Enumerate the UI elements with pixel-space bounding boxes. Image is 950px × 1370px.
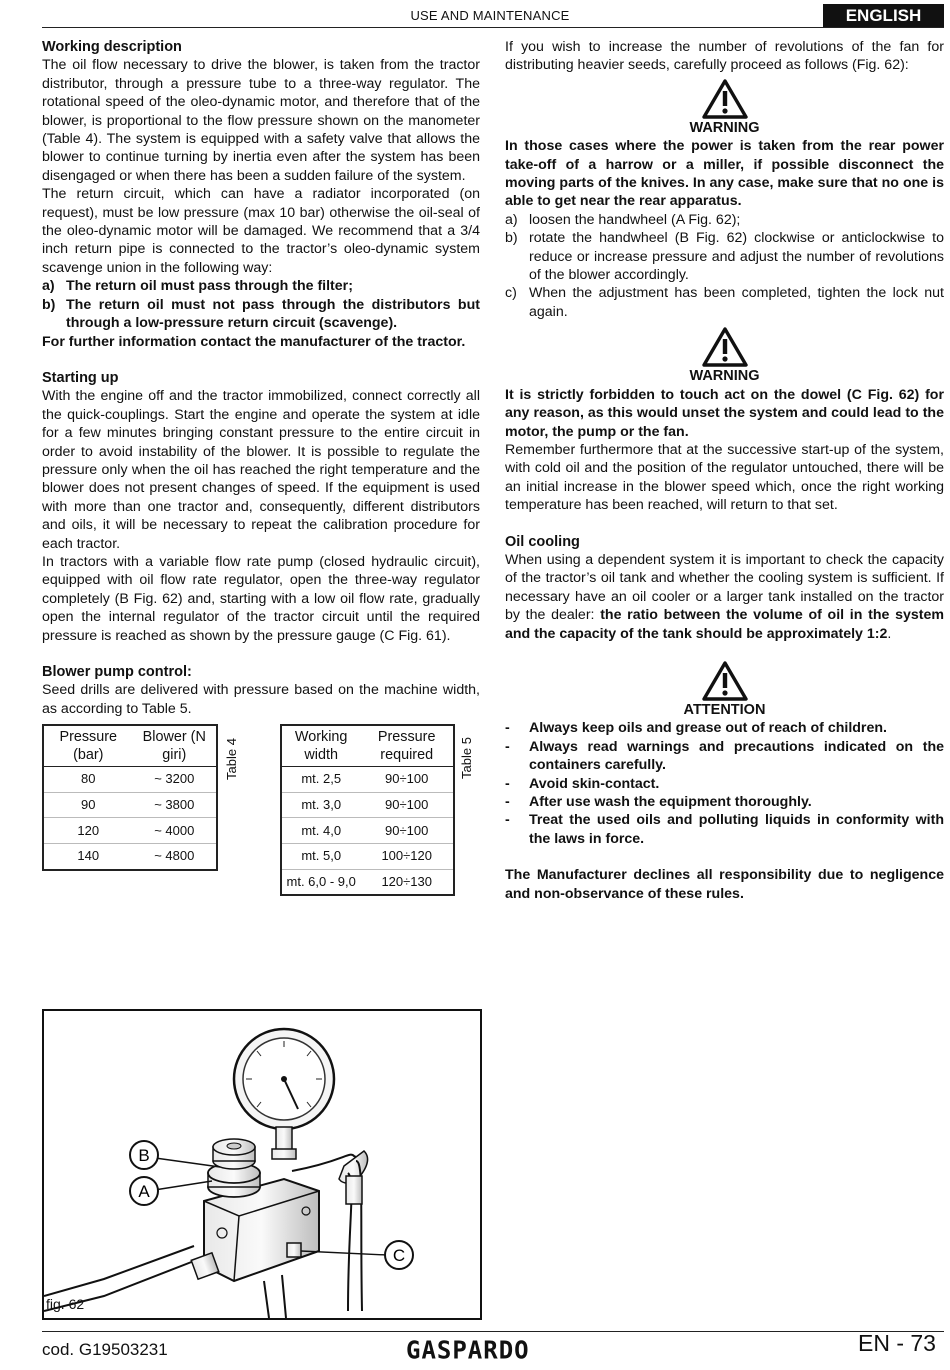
blower-pump-control-paragraph-run-0: Seed drills are delivered with pressure based on the machine width, as according to Table 5. — [42, 682, 480, 717]
attention-list-item — [505, 793, 944, 811]
callout-c-label: C — [392, 1246, 406, 1265]
table-cell: ~ 3800 — [133, 792, 216, 818]
table-cell: 140 — [77, 848, 100, 864]
list-marker: - — [505, 794, 510, 810]
list-item-text: After use wash the equipment thoroughly. — [529, 794, 812, 810]
adjustment-step — [505, 211, 944, 229]
oil-cooling-paragraph — [505, 551, 944, 643]
table-5-row — [282, 792, 453, 818]
table-4-row — [44, 792, 216, 818]
dowel — [287, 1243, 301, 1257]
return-oil-list-item — [42, 277, 480, 295]
table-5-row — [282, 869, 453, 894]
table-5-caption: Table 5 — [459, 737, 474, 780]
working-description-heading: Working description — [42, 39, 182, 55]
list-marker: - — [505, 812, 510, 829]
table-cell: ~ 4000 — [133, 818, 216, 844]
manufacturer-disclaimer — [505, 866, 944, 903]
table-5-header-row — [282, 726, 453, 767]
attention-list-item — [505, 719, 944, 737]
table-cell: 90÷100 — [360, 767, 453, 793]
adjustment-step — [505, 229, 944, 284]
adjustment-steps-list — [505, 211, 944, 321]
list-item-text: Treat the used oils and polluting liquids in conformity with the laws in force. — [529, 812, 944, 847]
table-cell: 120÷130 — [381, 873, 432, 889]
oil-cooling-paragraph-run-1: the ratio between the volume of oil in the system and the capacity of the tank should be approximately 1:2 — [505, 607, 944, 642]
list-marker: a) — [505, 211, 518, 228]
language-tab: ENGLISH — [823, 4, 944, 28]
table-4 — [42, 724, 218, 870]
warning-triangle-icon — [702, 661, 748, 701]
attention-list-item — [505, 775, 944, 793]
table-4-grid — [44, 726, 216, 868]
starting-up-paragraph-1 — [42, 387, 480, 553]
table-cell: 90 — [44, 792, 133, 818]
table-5-header-width: Working width — [282, 726, 360, 767]
attention-block — [505, 661, 944, 719]
table-4-row — [44, 844, 216, 869]
list-item-text: loosen the handwheel (A Fig. 62); — [529, 211, 741, 228]
table-4-header-pressure: Pressure (bar) — [44, 726, 133, 767]
callout-b-label: B — [138, 1146, 150, 1165]
warning-1-title: WARNING — [689, 119, 760, 136]
starting-up-heading: Starting up — [42, 369, 119, 386]
list-item-text: Avoid skin-contact. — [529, 775, 660, 792]
attention-title: ATTENTION — [683, 701, 766, 718]
list-marker: a) — [42, 278, 55, 295]
spacer — [42, 351, 480, 369]
callout-a-label: A — [138, 1182, 150, 1201]
table-cell: 90÷100 — [360, 818, 453, 844]
table-4-row — [44, 818, 216, 844]
starting-up-paragraph-2-run-0: In tractors with a variable flow rate pump (closed hydraulic circuit), equipped with oil flow rate regulator, open the three-way regulator completely (B Fig. 62) and, starting with a low oil flow rate, gradually open the internal regulator of the tractor circuit until the required pressure is reached as shown by the pressure gauge (C Fig. 61). — [42, 553, 480, 644]
warning-block-2 — [505, 327, 944, 385]
warning-triangle-icon — [702, 79, 748, 119]
table-cell: 120 — [44, 818, 133, 844]
table-cell: mt. 3,0 — [282, 792, 360, 818]
pressure-gauge — [234, 1029, 334, 1159]
list-marker: b) — [42, 296, 56, 313]
starting-up-paragraph-2 — [42, 553, 480, 645]
oil-cooling-heading: Oil cooling — [505, 533, 580, 550]
table-4-caption: Table 4 — [224, 738, 239, 781]
list-item-text: The return oil must not pass through the distributors but through a low-pressure return circuit (scavenge). — [66, 296, 480, 332]
return-oil-list — [42, 277, 480, 332]
attention-list-item — [505, 811, 944, 848]
table-4-header-blower: Blower (N giri) — [133, 726, 216, 767]
figure-62 — [42, 1009, 482, 1320]
table-5-row — [282, 767, 453, 793]
list-item-text: When the adjustment has been completed, tighten the lock nut again. — [529, 285, 944, 320]
table-cell: 100÷120 — [360, 844, 453, 870]
spacer — [505, 515, 944, 533]
page-number: EN - 73 — [858, 1330, 936, 1356]
table-cell: mt. 6,0 - 9,0 — [286, 873, 356, 889]
list-marker: b) — [505, 230, 518, 247]
spec-tables — [42, 724, 480, 900]
list-item-text: Always keep oils and grease out of reach of children. — [529, 720, 887, 737]
list-marker: - — [505, 775, 510, 792]
table-cell: mt. 4,0 — [282, 818, 360, 844]
blower-pump-control-heading: Blower pump control: — [42, 664, 192, 680]
restart-note — [505, 441, 944, 515]
warning-2-text — [505, 386, 944, 441]
table-cell: ~ 4800 — [154, 848, 195, 864]
table-5 — [280, 724, 455, 896]
table-4-row — [44, 767, 216, 793]
warning-triangle-icon — [702, 327, 748, 367]
spacer — [42, 645, 480, 663]
return-oil-list-item — [42, 296, 480, 333]
warning-2-title: WARNING — [689, 368, 760, 385]
right-column — [505, 38, 944, 903]
warning-2-text-run-0: It is strictly forbidden to touch act on the dowel (C Fig. 62) for any reason, as this would unset the system and could lead to the motor, the pump or the fan. — [505, 386, 944, 440]
attention-list-item — [505, 738, 944, 775]
working-description-paragraph-2 — [42, 185, 480, 277]
gaspardo-logo: GASPARDO — [406, 1335, 530, 1365]
list-item-text: The return oil must pass through the filter; — [66, 278, 353, 295]
restart-note-run-0: Remember furthermore that at the successive start-up of the system, with cold oil and the position of the regulator untouched, there will be an initial increase in the blower speed which, once the right working temperature has been reached, will return to that set. — [505, 441, 944, 514]
working-description-paragraph-1 — [42, 56, 480, 185]
table-cell: mt. 2,5 — [282, 767, 360, 793]
working-description-paragraph-2-run-0: The return circuit, which can have a radiator incorporated (on request), must be low pressure (max 10 bar) otherwise the oil-seal of the oleo-dynamic motor will be damaged. We recommend that a 3/4 inch return pipe is connected to the tractor’s oleo-dynamic system scavenge union in the following way: — [42, 186, 480, 276]
fan-adjustment-intro — [505, 38, 944, 75]
table-5-header-pressure: Pressure required — [360, 726, 453, 767]
spacer — [505, 848, 944, 866]
manufacturer-disclaimer-run-0: The Manufacturer declines all responsibility due to negligence and non-observance of these rules. — [505, 867, 944, 902]
warning-block-1 — [505, 79, 944, 137]
blower-pump-control-paragraph — [42, 681, 480, 718]
working-description-paragraph-1-run-0: The oil flow necessary to drive the blower, is taken from the tractor distributor, through a pressure tube to a three-way regulator. The rotational speed of the oleo-dynamic motor, and therefore that of the blower, is proportional to the flow pressure shown on the manometer (Table 4). The system is equipped with a safety valve that allows the blower to continue turning by inertia even after the system has been disengaged or when there has been a sudden failure of the system. — [42, 57, 480, 184]
list-marker: - — [505, 720, 510, 737]
header-divider — [42, 27, 944, 28]
oil-cooling-paragraph-run-0: When using a dependent system it is important to check the capacity of the tractor’s oil tank and whether the cooling system is sufficient. If necessary have an oil cooler or a larger tank installed on the tractor by the dealer: — [505, 551, 944, 624]
table-4-header-row — [44, 726, 216, 767]
document-code: cod. G19503231 — [42, 1340, 168, 1359]
footer-divider — [42, 1331, 944, 1332]
further-info-note-run-0: For further information contact the manufacturer of the tractor. — [42, 333, 466, 350]
table-5-row — [282, 844, 453, 870]
warning-1-text — [505, 137, 944, 211]
table-cell: mt. 5,0 — [282, 844, 360, 870]
list-marker: - — [505, 738, 510, 755]
header-section-title: USE AND MAINTENANCE — [410, 8, 570, 23]
adjustment-step — [505, 284, 944, 321]
table-cell: 80 — [44, 767, 133, 793]
list-item-text: Always read warnings and precautions indicated on the containers carefully. — [529, 738, 944, 774]
left-column — [42, 38, 480, 900]
handwheel-assembly — [208, 1139, 260, 1197]
table-cell: ~ 3200 — [133, 767, 216, 793]
list-item-text: rotate the handwheel (B Fig. 62) clockwise or anticlockwise to reduce or increase pressure and adjust the number of revolutions of the blower accordingly. — [529, 230, 944, 284]
warning-1-text-run-0: In those cases where the power is taken from the rear power take-off of a harrow or a miller, if possible disconnect the moving parts of the knives. In any case, make sure that no one is able to get near the rear apparatus. — [505, 138, 944, 210]
oil-cooling-paragraph-run-2: . — [887, 625, 892, 642]
regulator-illustration — [44, 1011, 480, 1318]
attention-list — [505, 719, 944, 848]
table-5-row — [282, 818, 453, 844]
table-5-grid — [282, 726, 453, 894]
fan-adjustment-intro-run-0: If you wish to increase the number of revolutions of the fan for distributing heavier seeds, carefully proceed as follows (Fig. 62): — [505, 39, 944, 74]
further-info-note — [42, 333, 480, 351]
list-marker: c) — [505, 285, 517, 302]
table-cell: 90÷100 — [360, 792, 453, 818]
starting-up-paragraph-1-run-0: With the engine off and the tractor immobilized, connect correctly all the quick-couplings. Start the engine and operate the system at idle for a few minutes bringing constant pressure to the entire circuit in order to avoid instability of the blower. It is possible to regulate the pressure only when the oil has reached the right temperature and the blower does not present changes of speed. If the equipment is used with more than one tractor and, consequently, different distributors and oils, it will be necessary to repeat the calibration procedure for each tractor. — [42, 388, 480, 552]
figure-caption: fig. 62 — [46, 1296, 85, 1312]
